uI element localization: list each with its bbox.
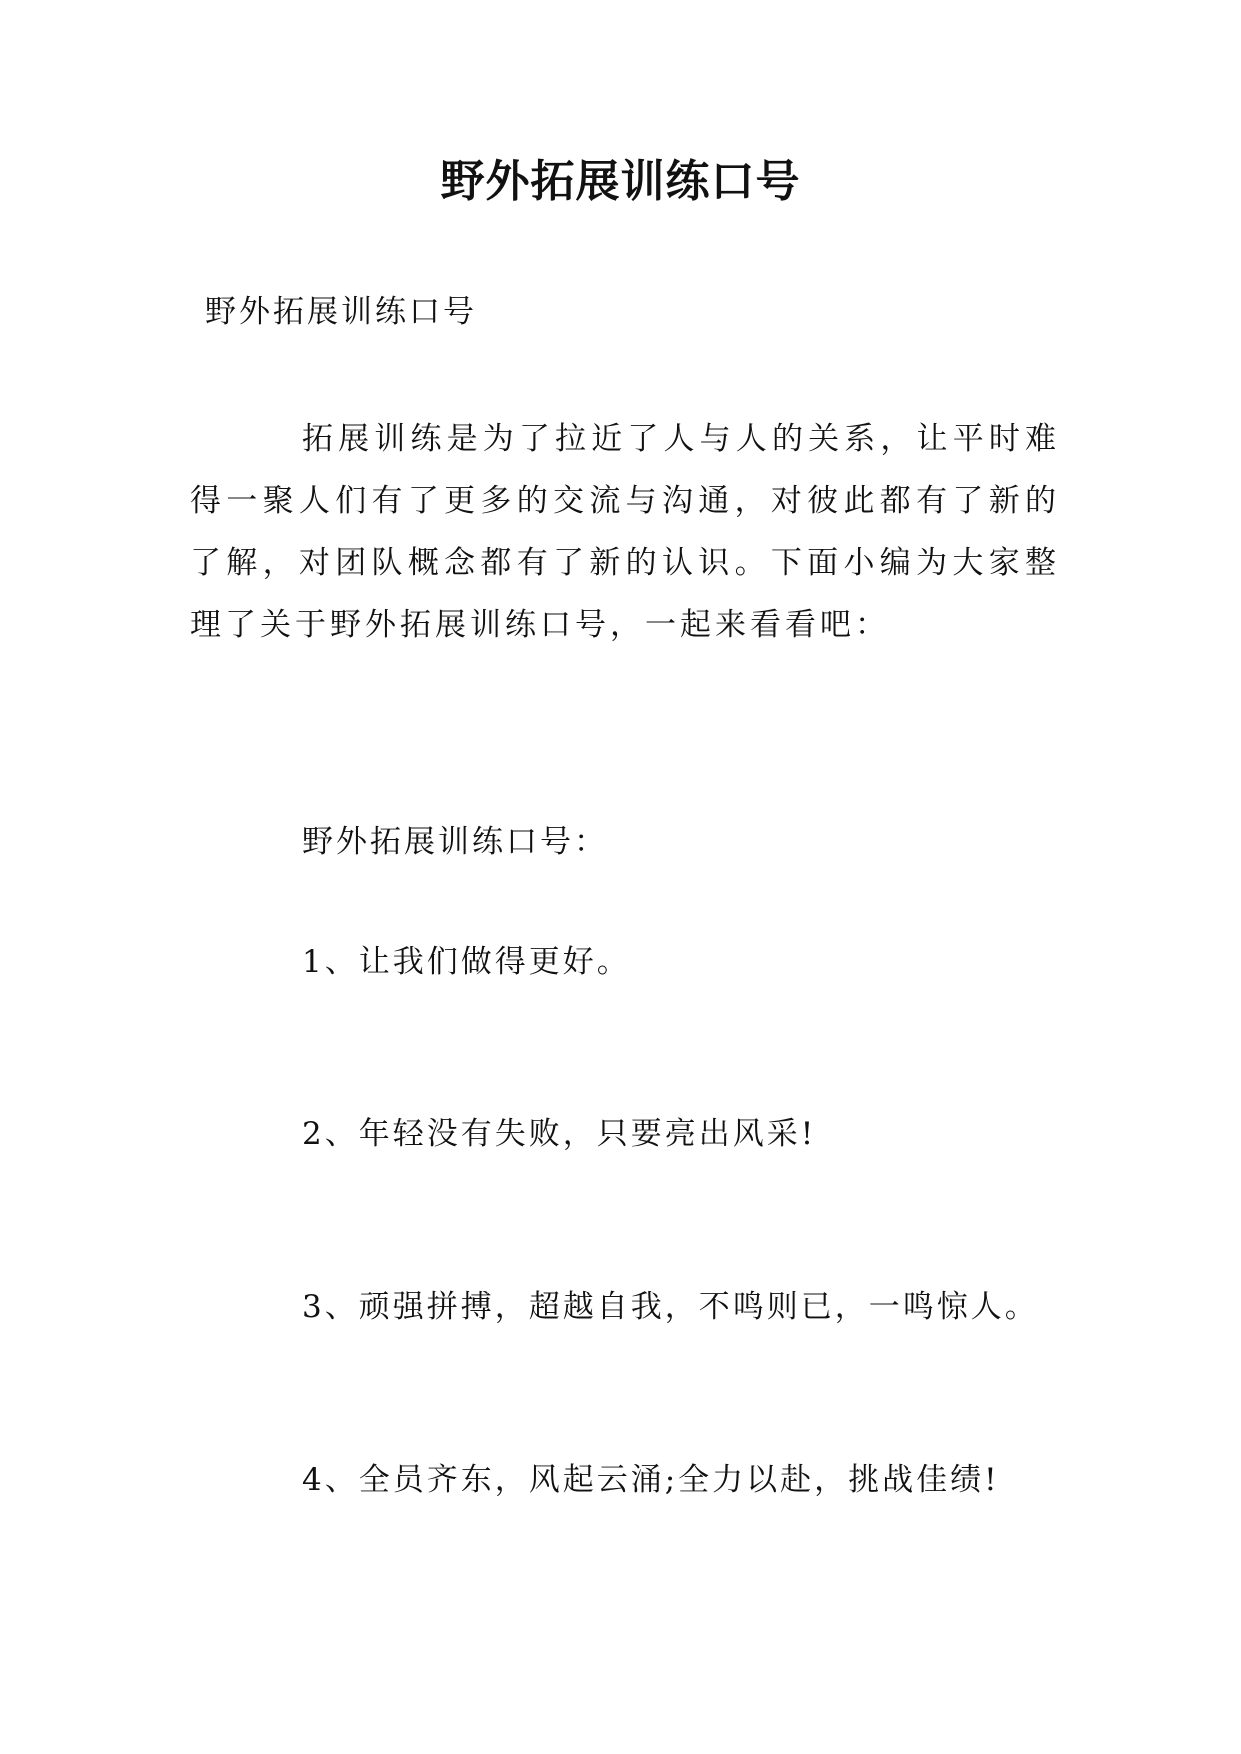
document-title: 野外拓展训练口号 — [440, 156, 801, 207]
slogan-item-2: 2、年轻没有失败，只要亮出风采! — [302, 1116, 817, 1152]
slogan-list-heading: 野外拓展训练口号： — [302, 824, 608, 860]
slogan-item-3: 3、顽强拼搏，超越自我，不鸣则已，一鸣惊人。 — [302, 1289, 1039, 1325]
intro-paragraph: 拓展训练是为了拉近了人与人的关系，让平时难得一聚人们有了更多的交流与沟通，对彼此都有了新的了解，对团队概念都有了新的认识。下面小编为大家整理了关于野外拓展训练口号，一起来看看吧： — [190, 421, 1060, 643]
slogan-item-4: 4、全员齐东，风起云涌;全力以赴，挑战佳绩! — [302, 1462, 1000, 1498]
slogan-item-1: 1、让我们做得更好。 — [302, 944, 631, 980]
document-subtitle: 野外拓展训练口号 — [205, 294, 477, 330]
